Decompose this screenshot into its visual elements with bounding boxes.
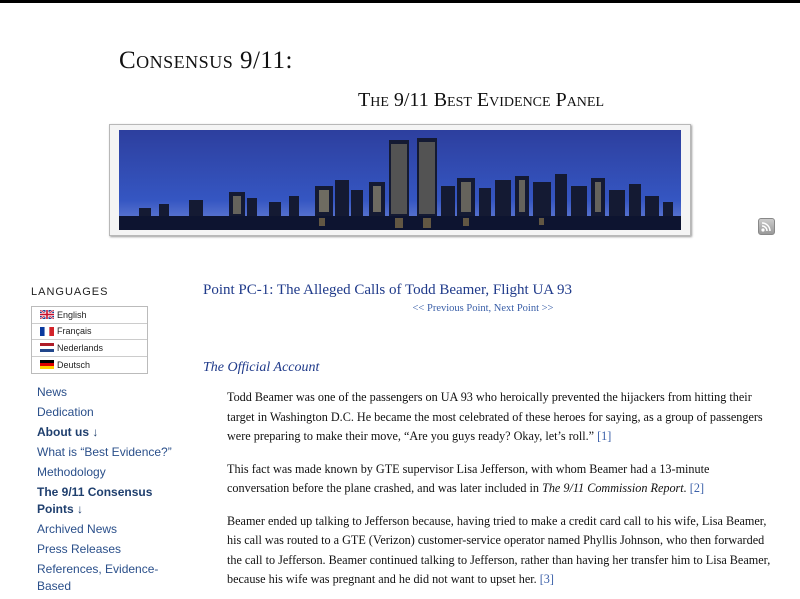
- nav-archived-news[interactable]: Archived News: [37, 522, 118, 536]
- language-list: [31, 306, 148, 374]
- nav-dedication[interactable]: Dedication: [37, 405, 94, 419]
- paragraph-text: This fact was made known by GTE supervisor Lisa Jefferson, with whom Beamer had a 13-minute conversation before the plane crashed, and was later included in: [227, 461, 710, 495]
- language-label: Deutsch: [57, 359, 91, 370]
- city-skyline-image: [119, 130, 681, 230]
- sidebar-nav: [31, 384, 181, 595]
- language-dutch[interactable]: [32, 340, 147, 357]
- languages-heading: LANGUAGES: [31, 286, 109, 298]
- site-subtitle: The 9/11 Best Evidence Panel: [358, 89, 605, 111]
- footnote-link[interactable]: [2]: [689, 481, 705, 495]
- nav-best-evidence[interactable]: What is “Best Evidence?”: [37, 445, 172, 459]
- netherlands-flag-icon: [40, 343, 54, 352]
- language-label: Français: [57, 326, 92, 337]
- section-heading: The Official Account: [203, 360, 320, 375]
- language-label: English: [57, 309, 87, 320]
- nav-references[interactable]: References, Evidence-Based: [37, 562, 159, 593]
- language-english[interactable]: [32, 307, 147, 324]
- city-skyline-banner: [109, 124, 691, 236]
- nav-about-us[interactable]: About us ↓: [37, 425, 99, 439]
- paragraph: [227, 388, 773, 447]
- paragraph-text: Todd Beamer was one of the passengers on UA 93 who heroically prevented the hijackers from hitting their target in Washington D.C. He became the most celebrated of these heroes for saying, as a group of passengers were preparing to make their move, “Are you guys ready? Okay, let’s roll.”: [227, 390, 763, 443]
- previous-point-link[interactable]: << Previous Point: [412, 303, 489, 314]
- nav-methodology[interactable]: Methodology: [37, 465, 106, 479]
- rss-icon[interactable]: [758, 218, 775, 235]
- next-point-link[interactable]: Next Point >>: [493, 303, 554, 314]
- main-content: [203, 282, 773, 590]
- germany-flag-icon: [40, 360, 54, 369]
- footnote-link[interactable]: [3]: [539, 572, 554, 586]
- nav-press-releases[interactable]: Press Releases: [37, 542, 122, 556]
- paragraph: [227, 512, 773, 590]
- point-title: Point PC-1: The Alleged Calls of Todd Beamer, Flight UA 93: [203, 282, 573, 298]
- language-german[interactable]: [32, 357, 147, 374]
- nav-separator: ,: [488, 303, 494, 314]
- site-title: Consensus 9/11:: [119, 47, 293, 74]
- footnote-link[interactable]: [1]: [597, 429, 612, 443]
- sidebar: [31, 286, 181, 598]
- france-flag-icon: [40, 327, 54, 336]
- nav-consensus-points[interactable]: The 9/11 Consensus Points ↓: [37, 485, 153, 516]
- language-french[interactable]: [32, 324, 147, 341]
- report-title: The 9/11 Commission Report.: [542, 481, 687, 495]
- paragraph-text: Beamer ended up talking to Jefferson because, having tried to make a credit card call to his wife, Lisa Beamer, his call was routed to a GTE (Verizon) customer-service operator named Phyllis Johnson, who then forwarded the call to Jefferson. Beamer continued talking to Jefferson, rather than having her transfer him to Lisa Beamer, because his wife was pregnant and he did not want to upset her.: [227, 513, 771, 586]
- point-navigation: [203, 303, 763, 314]
- uk-flag-icon: [40, 310, 54, 319]
- nav-news[interactable]: News: [37, 385, 68, 399]
- language-label: Nederlands: [57, 342, 104, 353]
- paragraph: [227, 460, 773, 499]
